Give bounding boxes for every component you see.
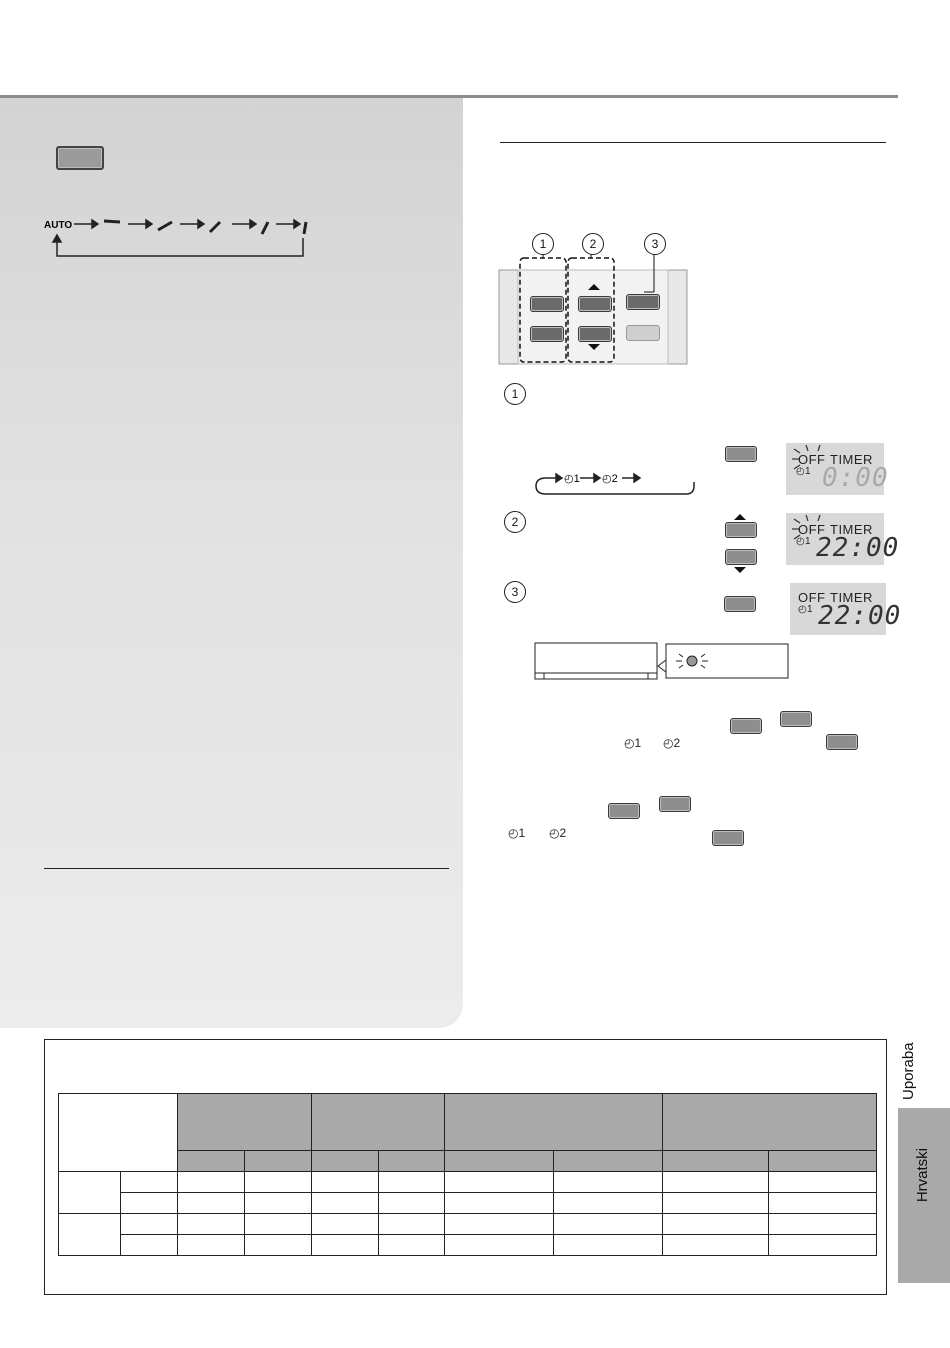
lcd-display-2: OFF TIMER ◴ 1 22:00 [786, 513, 884, 565]
up-down-arrows-icon [586, 282, 602, 352]
callout-1: 1 [532, 233, 554, 255]
table-row [59, 1172, 877, 1193]
indoor-unit-indicator [534, 642, 794, 682]
table-row [59, 1193, 877, 1214]
note-button-f[interactable] [712, 830, 744, 846]
svg-text:◴2: ◴2 [602, 473, 618, 485]
table-header-group-2 [311, 1094, 445, 1151]
table-corner-cell [59, 1094, 178, 1172]
step1-timer-button[interactable] [725, 446, 757, 462]
step-3-marker: 3 [504, 581, 526, 603]
table-subheader [663, 1151, 769, 1172]
table-subheader [769, 1151, 877, 1172]
table-subheader [378, 1151, 445, 1172]
note-timer-1-icon: ◴1 [624, 736, 642, 750]
left-section-rule [44, 868, 449, 869]
up-arrow-icon [732, 512, 748, 522]
step-1-marker: 1 [504, 383, 526, 405]
language-label: Hrvatski [914, 1148, 931, 1203]
language-tab[interactable] [898, 1108, 950, 1283]
step2-down-button[interactable] [725, 549, 757, 565]
lcd-display-1: OFF TIMER ◴ 1 0:00 [786, 443, 884, 495]
remote-cancel-button[interactable] [626, 325, 660, 341]
callout-3: 3 [644, 233, 666, 255]
table-header-group-3 [445, 1094, 663, 1151]
table-header-group-1 [177, 1094, 311, 1151]
air-swing-button[interactable] [56, 146, 104, 170]
svg-text:◴1: ◴1 [564, 473, 580, 485]
note-timer-2-icon: ◴2 [663, 736, 681, 750]
note-button-b[interactable] [780, 711, 812, 727]
note-timer-2b-icon: ◴2 [549, 826, 567, 840]
note-timer-1b-icon: ◴1 [508, 826, 526, 840]
remote-timer-off-button[interactable] [530, 326, 564, 342]
lcd-display-3: OFF TIMER ◴ 1 22:00 [790, 583, 886, 635]
timer-section-rule [500, 142, 886, 143]
specification-table [58, 1093, 877, 1256]
table-subheader [244, 1151, 311, 1172]
timer-cycle-diagram [532, 468, 700, 498]
table-header-group-4 [663, 1094, 877, 1151]
table-subheader [311, 1151, 378, 1172]
step3-set-button[interactable] [724, 596, 756, 612]
remote-timer-on-button[interactable] [530, 296, 564, 312]
note-button-d[interactable] [608, 803, 640, 819]
note-button-a[interactable] [730, 718, 762, 734]
table-row [59, 1235, 877, 1256]
auto-label: AUTO [44, 220, 73, 231]
table-subheader [445, 1151, 554, 1172]
table-row [59, 1214, 877, 1235]
callout-2: 2 [582, 233, 604, 255]
note-button-c[interactable] [826, 734, 858, 750]
table-subheader [554, 1151, 663, 1172]
section-label: Uporaba [900, 1042, 917, 1100]
fan-direction-diagram [40, 208, 330, 264]
down-arrow-icon [732, 565, 748, 575]
step-2-marker: 2 [504, 511, 526, 533]
step2-up-button[interactable] [725, 522, 757, 538]
table-subheader [177, 1151, 244, 1172]
remote-set-button[interactable] [626, 294, 660, 310]
note-button-e[interactable] [659, 796, 691, 812]
